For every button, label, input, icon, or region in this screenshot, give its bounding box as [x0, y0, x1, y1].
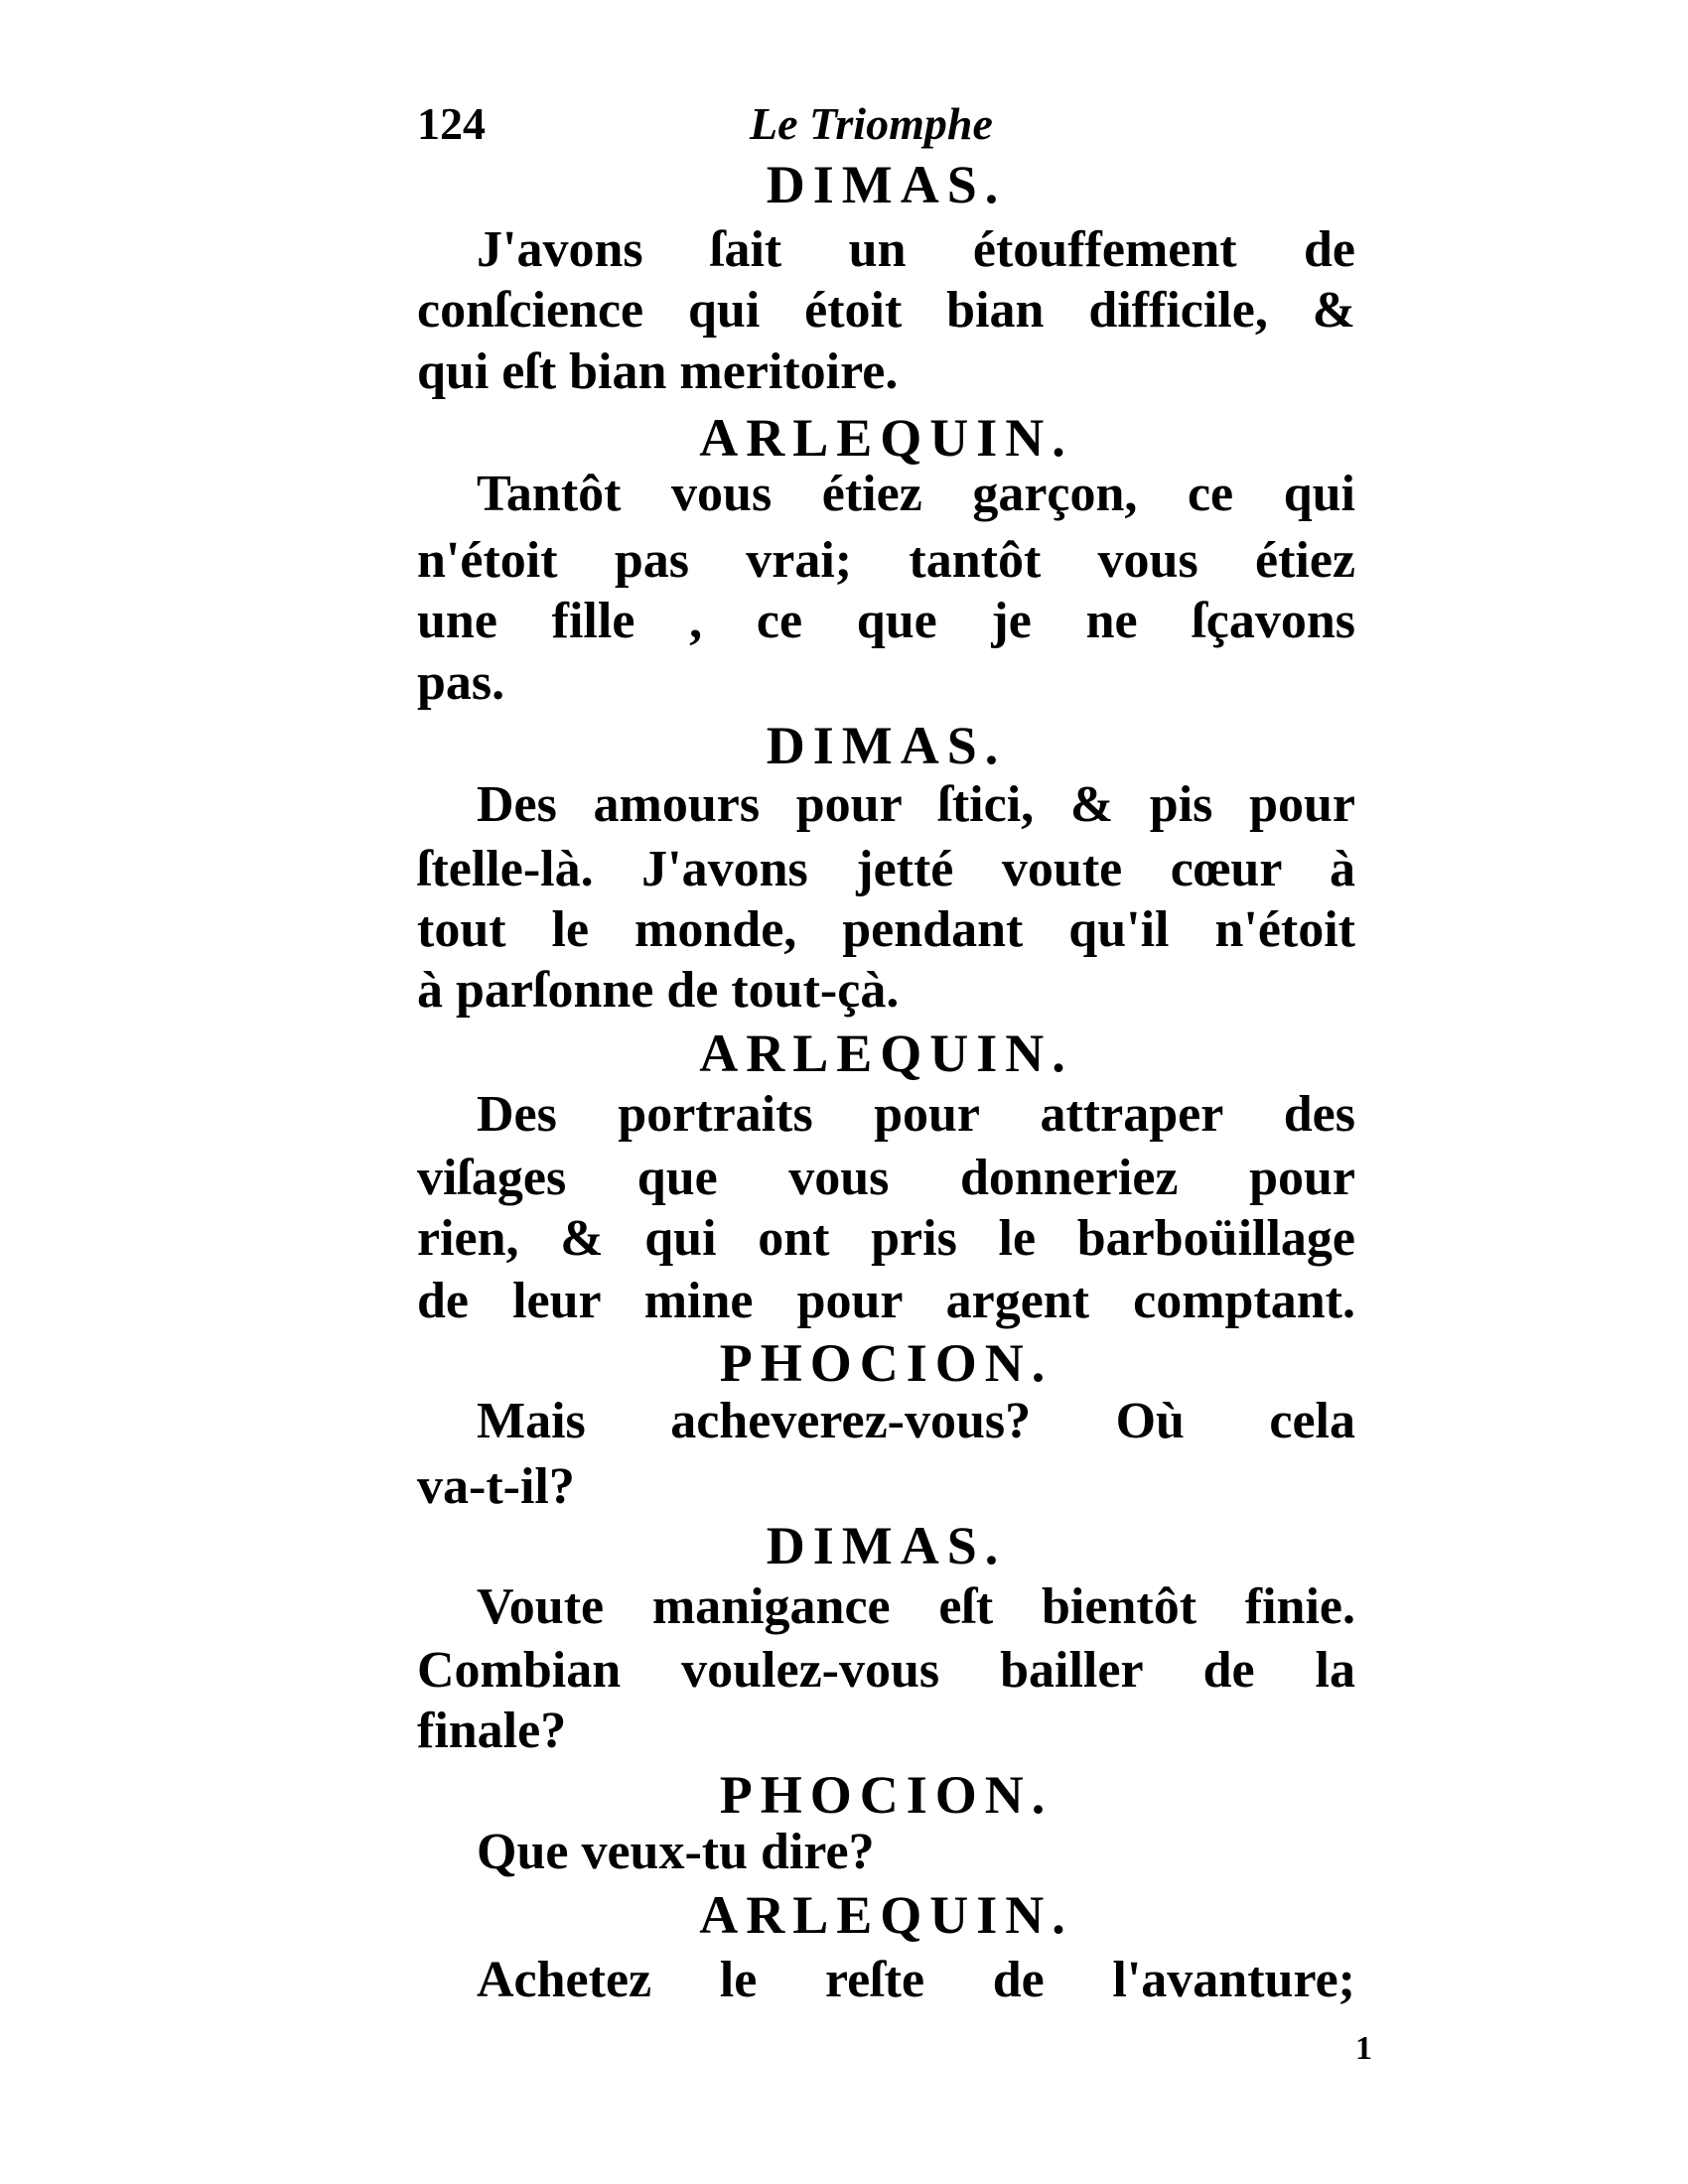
text-line: va-t-il? [417, 1458, 575, 1515]
speaker-name: DIMAS. [766, 1516, 1007, 1575]
text-line: Mais acheverez-vous? Où cela [477, 1393, 1355, 1449]
text-line: Tantôt vous étiez garçon, ce qui [477, 466, 1355, 522]
text-line: finale? [417, 1703, 567, 1759]
page-number: 124 [417, 98, 486, 149]
speaker-name: DIMAS. [766, 716, 1007, 775]
text-line: Que veux-tu dire? [477, 1824, 875, 1880]
text-line: J'avons ſait un étouffement de [477, 221, 1355, 278]
text-line: tout le monde, pendant qu'il n'étoit [417, 901, 1355, 958]
speaker-name: PHOCION. [719, 1333, 1054, 1393]
text-line: Des amours pour ſtici, & pis pour [477, 776, 1355, 833]
text-line: ſtelle-là. J'avons jetté voute cœur à [417, 841, 1355, 897]
speaker-name: ARLEQUIN. [699, 1885, 1073, 1945]
text-line: qui eſt bian meritoire. [417, 343, 899, 400]
text-line: Des portraits pour attraper des [477, 1086, 1355, 1143]
text-line: rien, & qui ont pris le barboüillage [417, 1210, 1355, 1267]
speaker-name: DIMAS. [766, 155, 1007, 214]
text-line: pas. [417, 654, 505, 711]
text-line: à parſonne de tout-çà. [417, 962, 900, 1019]
text-line: Achetez le reſte de l'avanture; [477, 1952, 1355, 2008]
speaker-name: ARLEQUIN. [699, 408, 1073, 468]
text-line: conſcience qui étoit bian difficile, & [417, 282, 1355, 339]
signature-mark: 1 [1355, 2030, 1372, 2067]
text-line: de leur mine pour argent comptant. [417, 1273, 1355, 1329]
running-title: Le Triomphe [750, 98, 993, 149]
text-line: viſages que vous donneriez pour [417, 1150, 1355, 1206]
speaker-name: ARLEQUIN. [699, 1024, 1073, 1083]
text-line: n'étoit pas vrai; tantôt vous étiez [417, 532, 1355, 589]
text-line: Voute manigance eſt bientôt finie. [477, 1578, 1355, 1635]
text-line: une fille , ce que je ne ſçavons [417, 593, 1355, 649]
text-line: Combian voulez-vous bailler de la [417, 1642, 1355, 1699]
speaker-name: PHOCION. [719, 1765, 1054, 1825]
